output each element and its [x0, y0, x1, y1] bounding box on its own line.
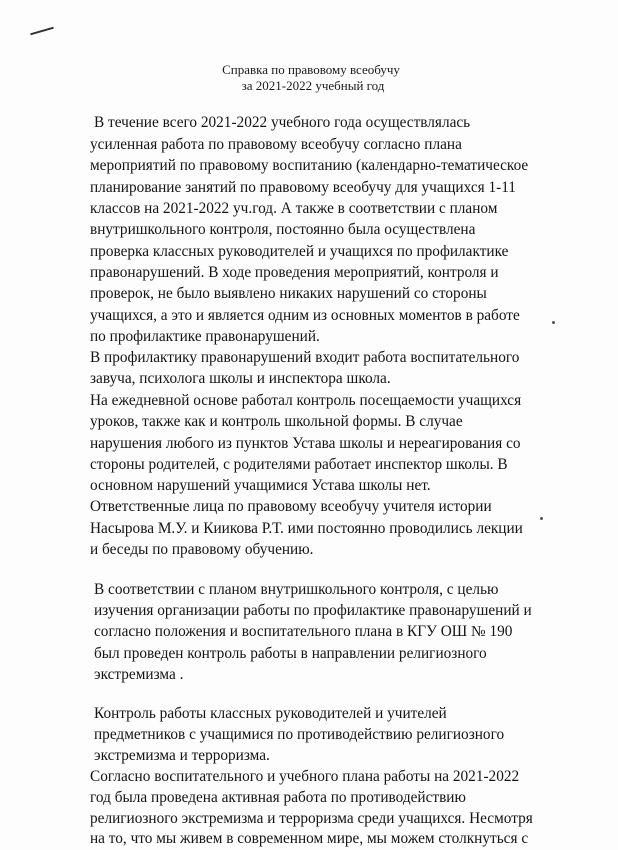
text-line: был проведен контроль работы в направлении религиозного — [94, 645, 487, 662]
text-line: проверка классных руководителей и учащихся по профилактике — [90, 243, 509, 260]
document-subtitle: за 2021-2022 учебный год — [241, 78, 385, 93]
text-line: Ответственные лица по правовому всеобучу учителя истории — [90, 498, 492, 515]
text-line: изучения организации работы по профилактике правонарушений и — [94, 602, 532, 619]
text-line: В соответствии с планом внутришкольного контроля, с целью — [94, 581, 499, 598]
text-line: проверок, не было выявлено никаких нарушений со стороны — [90, 285, 487, 302]
text-line: уроков, также как и контроль школьной формы. В случае — [90, 413, 463, 430]
pen-mark — [30, 27, 54, 36]
text-line: стороны родителей, с родителями работает инспектор школы. В — [90, 456, 508, 473]
text-line: классов на 2021-2022 уч.год. А также в соответствии с планом — [90, 200, 498, 217]
document-title: Справка по правовому всеобучу — [222, 62, 400, 77]
text-line: На ежедневной основе работал контроль посещаемости учащихся — [90, 392, 522, 409]
scan-speck — [552, 321, 555, 324]
text-line: Согласно воспитательного и учебного плана работы на 2021-2022 — [90, 768, 520, 785]
text-line: В течение всего 2021-2022 учебного года осуществлялась — [94, 114, 471, 131]
text-line: согласно положения и воспитательного плана в КГУ ОШ № 190 — [94, 623, 513, 640]
text-line: нарушения любого из пунктов Устава школы и нереагирования со — [90, 435, 521, 452]
text-line: В профилактику правонарушений входит работа воспитательного — [90, 349, 520, 366]
text-line: планирование занятий по правовому всеобучу для учащихся 1-11 — [90, 179, 516, 196]
text-line: предметников с учащимися по противодействию религиозного — [94, 726, 505, 743]
text-line: и беседы по правовому обучению. — [90, 541, 314, 558]
text-line: Контроль работы классных руководителей и учителей — [94, 705, 447, 722]
text-line: усиленная работа по правовому всеобучу согласно плана — [90, 136, 462, 153]
text-line: религиозного экстремизма и терроризма среди учащихся. Несмотря — [90, 810, 533, 827]
scan-speck — [540, 517, 543, 520]
text-line: год была проведена активная работа по противодействию — [90, 789, 466, 806]
text-line: по профилактике правонарушений. — [90, 328, 320, 345]
text-line: мероприятий по правовому воспитанию (календарно-тематическое — [90, 157, 529, 174]
text-line: внутришкольного контроля, постоянно была осуществлена — [90, 221, 476, 238]
text-line: экстремизма и терроризма. — [94, 747, 270, 764]
text-line: экстремизма . — [94, 666, 184, 683]
text-line: завуча, психолога школы и инспектора школа. — [90, 370, 391, 387]
text-line: правонарушений. В ходе проведения мероприятий, контроля и — [90, 264, 499, 281]
text-line: Насырова М.У. и Киикова Р.Т. ими постоянно проводились лекции — [90, 520, 523, 537]
text-line: на то, что мы живем в современном мире, мы можем столкнуться с — [90, 830, 529, 847]
text-line: учащихся, а это и является одним из основных моментов в работе — [90, 307, 520, 324]
text-line: основном нарушений учащимися Устава школы нет. — [90, 477, 431, 494]
